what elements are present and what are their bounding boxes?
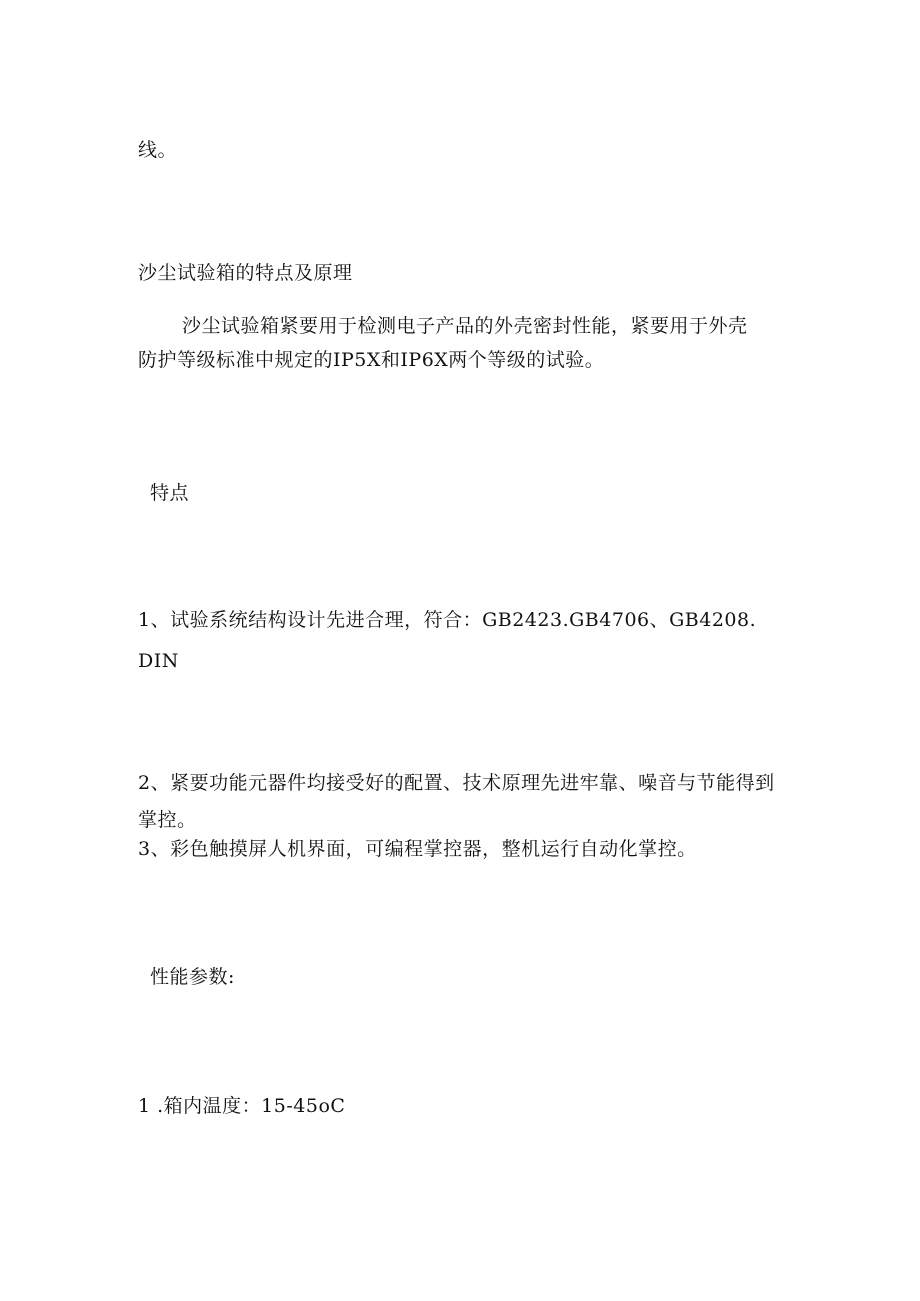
feature-2-line-1: 2、紧要功能元器件均接受好的配置、技术原理先进牢靠、噪音与节能得到 xyxy=(138,772,775,794)
section-title: 沙尘试验箱的特点及原理 xyxy=(138,262,353,284)
features-heading: 特点 xyxy=(150,482,190,504)
feature-2-line-2: 掌控。 xyxy=(138,809,197,831)
params-heading: 性能参数: xyxy=(150,966,235,988)
text-line-continuation: 线。 xyxy=(138,139,178,161)
feature-1-line-2: DIN xyxy=(138,650,179,672)
param-1-temperature: 1 .箱内温度：15-45oC xyxy=(138,1095,346,1117)
feature-3-line: 3、彩色触摸屏人机界面，可编程掌控器，整机运行自动化掌控。 xyxy=(138,838,697,860)
intro-paragraph-line-2: 防护等级标准中规定的IP5X和IP6X两个等级的试验。 xyxy=(138,349,605,371)
feature-1-line-1: 1、试验系统结构设计先进合理，符合：GB2423.GB4706、GB4208. xyxy=(138,609,757,631)
intro-paragraph-line-1: 沙尘试验箱紧要用于检测电子产品的外壳密封性能，紧要用于外壳 xyxy=(182,315,748,337)
